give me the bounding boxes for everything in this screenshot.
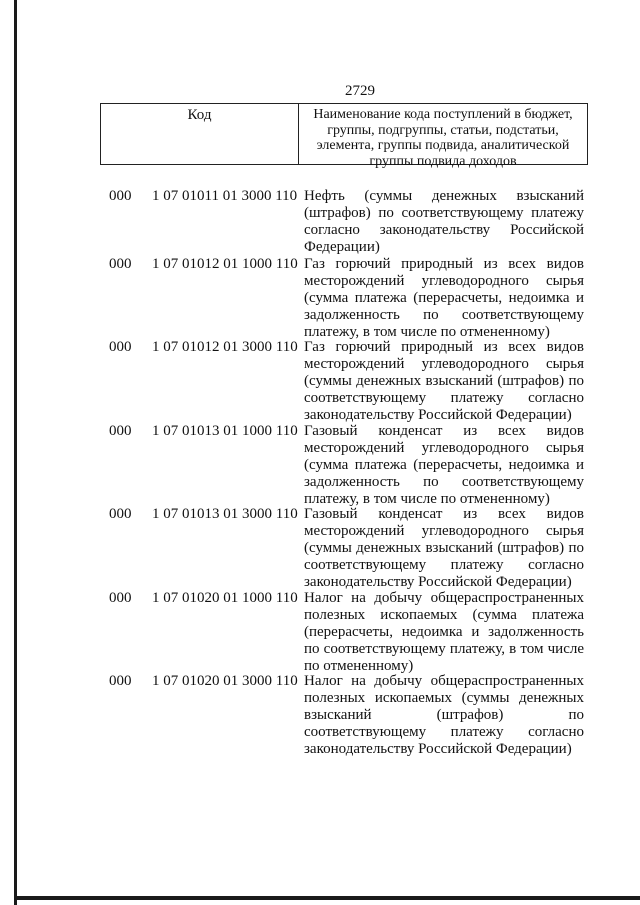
row-description: Газ горючий природный из всех видов месторождений углеводородного сырья (сумма платежа (перерасчеты, недоимка и задолженность по соответствующему платежу, в том числе по отмененному) bbox=[304, 256, 584, 340]
scan-border-left bbox=[14, 0, 17, 905]
row-income-code: 1 07 01013 01 3000 110 bbox=[152, 506, 298, 522]
table-header bbox=[100, 103, 588, 169]
row-description: Газовый конденсат из всех видов месторождений углеводородного сырья (сумма платежа (перерасчеты, недоимка и задолженность по соответствующему платежу, в том числе по отмененному) bbox=[304, 423, 584, 507]
row-income-code: 1 07 01020 01 3000 110 bbox=[152, 673, 298, 689]
page-number: 2729 bbox=[345, 83, 375, 99]
header-code-cell: Код bbox=[101, 104, 299, 164]
row-admin-code: 000 bbox=[109, 423, 132, 439]
row-income-code: 1 07 01012 01 3000 110 bbox=[152, 339, 298, 355]
row-admin-code: 000 bbox=[109, 339, 132, 355]
row-admin-code: 000 bbox=[109, 256, 132, 272]
header-name-cell: Наименование кода поступлений в бюджет, группы, подгруппы, статьи, подстатьи, элемента, группы подвида, аналитической группы подвида доходов bbox=[313, 107, 573, 169]
row-description: Нефть (суммы денежных взысканий (штрафов) по соответствующему платежу согласно законодательству Российской Федерации) bbox=[304, 188, 584, 255]
row-income-code: 1 07 01012 01 1000 110 bbox=[152, 256, 298, 272]
row-admin-code: 000 bbox=[109, 590, 132, 606]
row-admin-code: 000 bbox=[109, 188, 132, 204]
row-admin-code: 000 bbox=[109, 506, 132, 522]
scan-border-bottom bbox=[14, 896, 640, 900]
row-description: Газовый конденсат из всех видов месторождений углеводородного сырья (суммы денежных взысканий (штрафов) по соответствующему платежу согласно законодательству Российской Федерации) bbox=[304, 506, 584, 590]
row-income-code: 1 07 01013 01 1000 110 bbox=[152, 423, 298, 439]
row-description: Налог на добычу общераспространенных полезных ископаемых (суммы денежных взысканий (штрафов) по соответствующему платежу согласно законодательству Российской Федерации) bbox=[304, 673, 584, 757]
row-description: Налог на добычу общераспространенных полезных ископаемых (сумма платежа (перерасчеты, недоимка и задолженность по соответствующему платежу, в том числе по отмененному) bbox=[304, 590, 584, 674]
row-income-code: 1 07 01011 01 3000 110 bbox=[152, 188, 298, 204]
row-admin-code: 000 bbox=[109, 673, 132, 689]
row-description: Газ горючий природный из всех видов месторождений углеводородного сырья (суммы денежных взысканий (штрафов) по соответствующему платежу согласно законодательству Российской Федерации) bbox=[304, 339, 584, 423]
row-income-code: 1 07 01020 01 1000 110 bbox=[152, 590, 298, 606]
